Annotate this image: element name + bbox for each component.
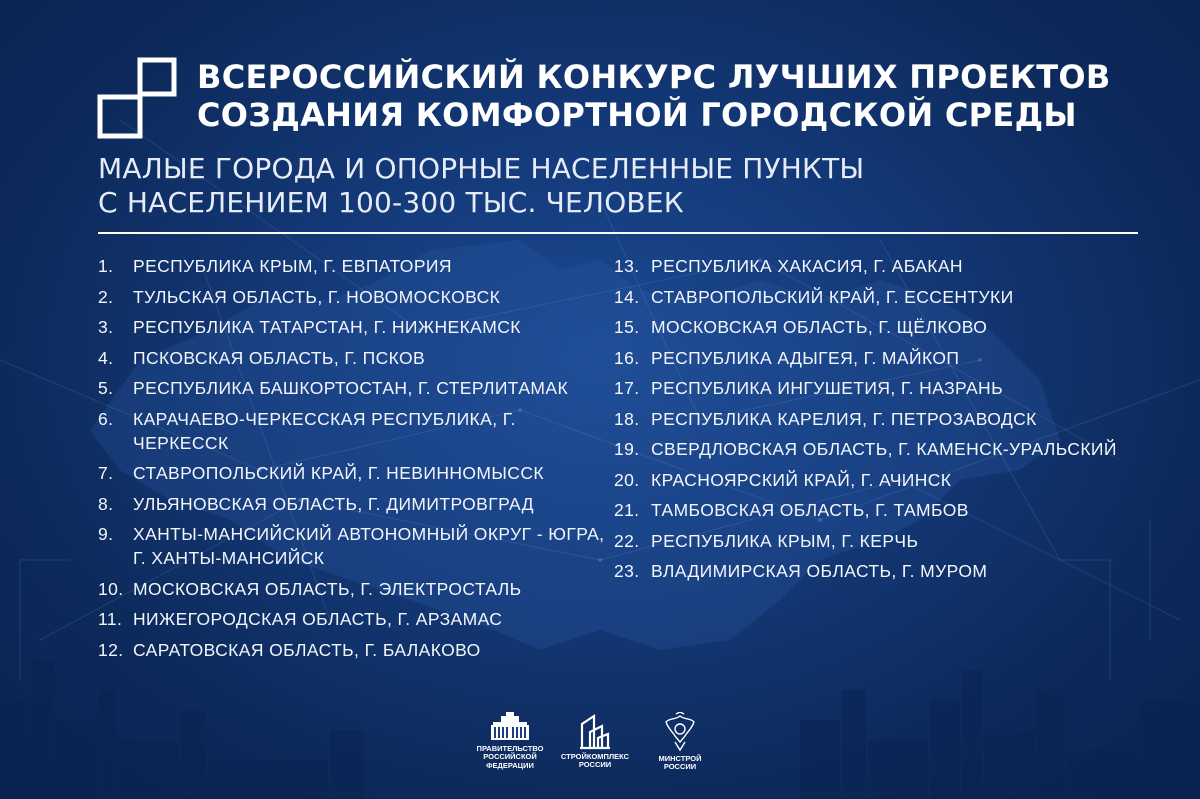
winners-list-left [98,254,608,668]
stroykompleks-logo [554,712,636,770]
list-item-text: ТАМБОВСКАЯ ОБЛАСТЬ, Г. ТАМБОВ [651,500,969,520]
list-item-number: 20. [614,469,640,490]
list-item [614,529,1174,553]
list-item-number: 7. [98,463,114,483]
list-item [614,376,1174,400]
gov-logo-line-1: ПРАВИТЕЛЬСТВО [476,743,544,753]
list-item-number: 23. [614,561,640,581]
list-item-text: РЕСПУБЛИКА КАРЕЛИЯ, Г. ПЕТРОЗАВОДСК [651,408,1037,429]
list-item-text: ХАНТЫ-МАНСИЙСКИЙ АВТОНОМНЫЙ ОКРУГ - ЮГРА, Г. ХАНТЫ-МАНСИЙСК [133,524,605,568]
list-item [98,346,608,370]
list-item [614,285,1174,309]
list-item [614,468,1174,492]
minstroy-logo-line-2: РОССИИ [663,762,697,771]
title-line-2: СОЗДАНИЯ КОМФОРТНОЙ ГОРОДСКОЙ СРЕДЫ [197,96,1077,134]
list-item-text: МОСКОВСКАЯ ОБЛАСТЬ, Г. ЭЛЕКТРОСТАЛЬ [133,578,522,599]
list-item-number: 17. [614,378,640,398]
partner-logos [470,712,740,788]
list-item-text: КАРАЧАЕВО-ЧЕРКЕССКАЯ РЕСПУБЛИКА, Г. ЧЕРКЕССК [133,408,516,453]
list-item-number: 9. [98,524,114,544]
list-item [614,315,1174,339]
subtitle-line-2: С НАСЕЛЕНИЕМ 100-300 ТЫС. ЧЕЛОВЕК [98,186,684,219]
list-item-number: 3. [98,317,114,337]
list-item [98,522,608,570]
list-item-number: 1. [98,256,114,276]
list-item [98,607,608,631]
list-item-text: КРАСНОЯРСКИЙ КРАЙ, Г. АЧИНСК [651,469,952,490]
stroy-logo-line-1: СТРОЙКОМПЛЕКС [560,751,630,761]
list-item-number: 19. [614,439,640,459]
list-item-number: 18. [614,408,640,429]
list-item [614,407,1174,431]
list-item-number: 22. [614,530,640,551]
list-item-text: МОСКОВСКАЯ ОБЛАСТЬ, Г. ЩЁЛКОВО [651,317,988,337]
minstroy-logo-line-1: МИНСТРОЙ [658,753,702,763]
list-item-number: 13. [614,256,640,276]
list-item-text: РЕСПУБЛИКА КРЫМ, Г. ЕВПАТОРИЯ [133,256,452,276]
stroy-logo-line-2: РОССИИ [578,760,612,769]
list-item-text: РЕСПУБЛИКА ТАТАРСТАН, Г. НИЖНЕКАМСК [133,317,521,337]
subtitle-line-1: МАЛЫЕ ГОРОДА И ОПОРНЫЕ НАСЕЛЕННЫЕ ПУНКТЫ [98,152,865,185]
list-item-text: РЕСПУБЛИКА АДЫГЕЯ, Г. МАЙКОП [651,347,960,368]
list-item [614,437,1174,461]
divider [98,232,1138,234]
list-item [98,285,608,309]
minstroy-logo [642,712,718,772]
government-logo [470,712,550,770]
list-item-number: 11. [98,609,123,629]
list-item [98,638,608,662]
list-item [98,315,608,339]
gov-logo-line-3: ФЕДЕРАЦИИ [486,760,534,770]
list-item [614,498,1174,522]
list-item-text: РЕСПУБЛИКА КРЫМ, Г. КЕРЧЬ [651,530,919,551]
list-item-text: РЕСПУБЛИКА ИНГУШЕТИЯ, Г. НАЗРАНЬ [651,378,1003,398]
list-item-number: 21. [614,500,640,520]
list-item-text: СТАВРОПОЛЬСКИЙ КРАЙ, Г. НЕВИННОМЫССК [133,463,544,483]
list-item [614,346,1174,370]
list-item [98,254,608,278]
list-item-number: 4. [98,347,114,368]
list-item-number: 10. [98,578,124,599]
list-item-text: ПСКОВСКАЯ ОБЛАСТЬ, Г. ПСКОВ [133,347,426,368]
list-item [98,577,608,601]
gov-logo-line-2: РОССИЙСКОЙ [483,752,537,761]
list-item-number: 2. [98,286,114,307]
list-item-number: 5. [98,378,114,398]
coat-of-arms-icon [663,712,697,752]
list-item-number: 16. [614,347,640,368]
list-item-text: РЕСПУБЛИКА БАШКОРТОСТАН, Г. СТЕРЛИТАМАК [133,378,569,398]
list-item-text: ТУЛЬСКАЯ ОБЛАСТЬ, Г. НОВОМОСКОВСК [133,286,501,307]
stroykompleks-icon [578,712,612,750]
list-item [98,407,608,455]
list-item-text: СТАВРОПОЛЬСКИЙ КРАЙ, Г. ЕССЕНТУКИ [651,286,1014,307]
list-item-text: НИЖЕГОРОДСКАЯ ОБЛАСТЬ, Г. АРЗАМАС [133,609,503,629]
title-line-1: ВСЕРОССИЙСКИЙ КОНКУРС ЛУЧШИХ ПРОЕКТОВ [197,58,1111,96]
list-item [98,492,608,516]
page-title [197,58,1177,134]
winners-list-right [614,254,1174,590]
list-item [98,461,608,485]
contest-logo-icon [97,57,177,139]
page-subtitle [98,152,1098,220]
list-item-text: САРАТОВСКАЯ ОБЛАСТЬ, Г. БАЛАКОВО [133,639,481,660]
list-item-number: 12. [98,639,124,660]
list-item-number: 14. [614,286,640,307]
government-building-icon [489,712,531,742]
list-item [98,376,608,400]
list-item [614,254,1174,278]
list-item [614,559,1174,583]
list-item-text: ВЛАДИМИРСКАЯ ОБЛАСТЬ, Г. МУРОМ [651,561,988,581]
list-item-text: УЛЬЯНОВСКАЯ ОБЛАСТЬ, Г. ДИМИТРОВГРАД [133,493,534,514]
list-item-text: РЕСПУБЛИКА ХАКАСИЯ, Г. АБАКАН [651,256,963,276]
list-item-number: 8. [98,493,114,514]
list-item-text: СВЕРДЛОВСКАЯ ОБЛАСТЬ, Г. КАМЕНСК-УРАЛЬСКИЙ [651,439,1117,459]
list-item-number: 6. [98,408,114,429]
list-item-number: 15. [614,317,640,337]
